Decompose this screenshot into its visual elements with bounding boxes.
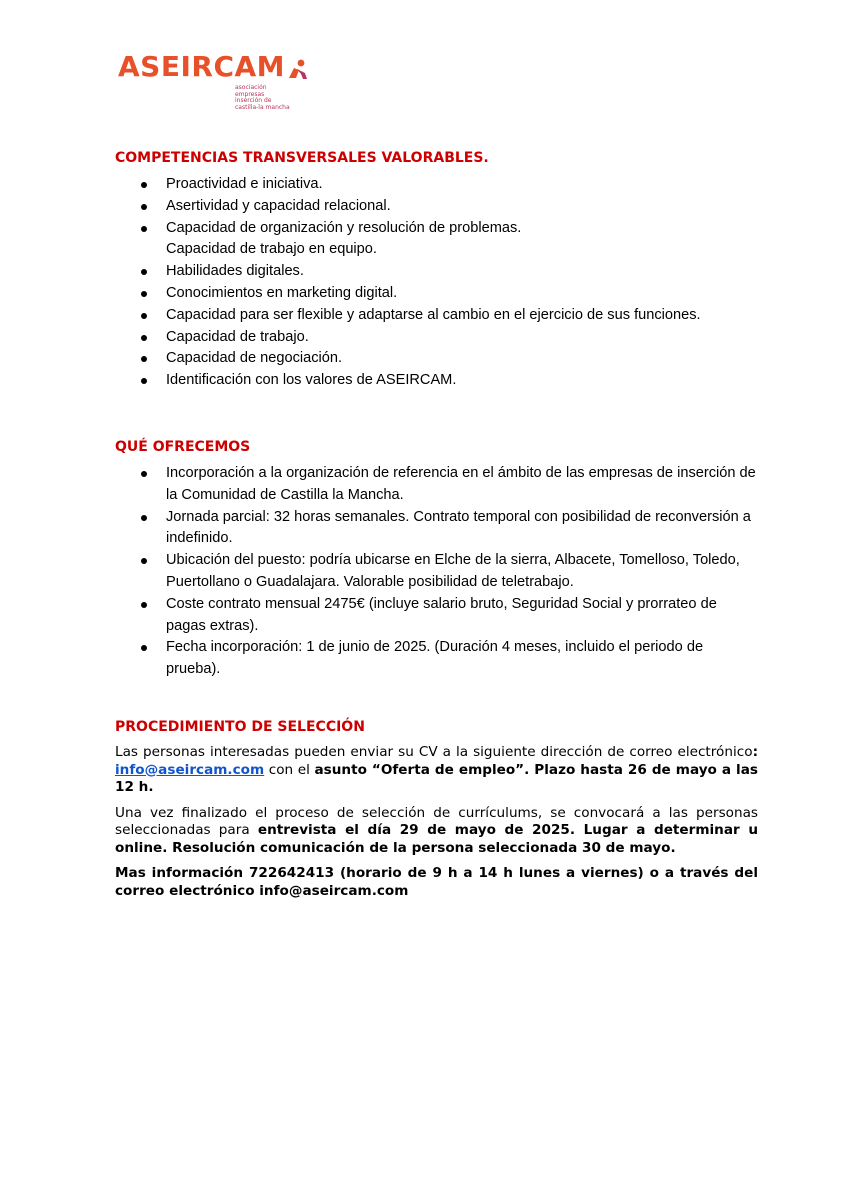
- list-item: Proactividad e iniciativa.: [115, 174, 758, 196]
- procedimiento-paragraph-contact: Mas información 722642413 (horario de 9 h a 14 h lunes a viernes) o a través del correo electrónico info@aseircam.com: [115, 865, 758, 899]
- bullet-icon: [141, 291, 147, 297]
- ofrecemos-title: QUÉ OFRECEMOS: [115, 439, 251, 455]
- ofrecemos-section: [115, 437, 758, 681]
- bullet-icon: [141, 226, 147, 232]
- bullet-icon: [141, 182, 147, 188]
- logo-subtitle: asociación empresas inserción de castilla-la mancha: [235, 84, 290, 111]
- list-item: Identificación con los valores de ASEIRCAM.: [115, 370, 758, 392]
- list-item: Coste contrato mensual 2475€ (incluye salario bruto, Seguridad Social y prorrateo de pagas extras).: [115, 594, 758, 638]
- list-item: Capacidad de trabajo.: [115, 327, 758, 349]
- list-item: Ubicación del puesto: podría ubicarse en Elche de la sierra, Albacete, Tomelloso, Toledo, Puertollano o Guadalajara. Valorable posibilidad de teletrabajo.: [115, 550, 758, 594]
- list-item: Capacidad de organización y resolución de problemas. Capacidad de trabajo en equipo.: [115, 218, 758, 262]
- bullet-icon: [141, 471, 147, 477]
- logo-wordmark: ASEIRCAM: [118, 50, 286, 83]
- logo-person-icon: [286, 58, 308, 80]
- bullet-icon: [141, 602, 147, 608]
- bullet-icon: [141, 335, 147, 341]
- competencias-title: COMPETENCIAS TRANSVERSALES VALORABLES.: [115, 150, 489, 166]
- procedimiento-paragraph-interview: Una vez finalizado el proceso de selección de currículums, se convocará a las personas seleccionadas para entrevista el día 29 de mayo de 2025. Lugar a determinar u online. Resolución comunicación de la persona seleccionada 30 de mayo.: [115, 804, 758, 856]
- procedimiento-paragraph-cv: Las personas interesadas pueden enviar su CV a la siguiente dirección de correo electrónico: info@aseircam.com con el asunto “Oferta de empleo”. Plazo hasta 26 de mayo a las 12 h.: [115, 744, 758, 795]
- bullet-icon: [141, 558, 147, 564]
- bullet-icon: [141, 645, 147, 651]
- competencias-section: [115, 148, 758, 392]
- list-item: Capacidad de negociación.: [115, 348, 758, 370]
- list-item: Asertividad y capacidad relacional.: [115, 196, 758, 218]
- bullet-icon: [141, 313, 147, 319]
- bullet-icon: [141, 269, 147, 275]
- procedimiento-section: [115, 717, 758, 908]
- competencias-list: [115, 174, 758, 392]
- bullet-icon: [141, 515, 147, 521]
- bullet-icon: [141, 378, 147, 384]
- list-item: Jornada parcial: 32 horas semanales. Contrato temporal con posibilidad de reconversión a indefinido.: [115, 507, 758, 551]
- list-item: Fecha incorporación: 1 de junio de 2025. (Duración 4 meses, incluido el periodo de prueba).: [115, 637, 758, 681]
- list-item: Conocimientos en marketing digital.: [115, 283, 758, 305]
- aseircam-logo: [118, 52, 318, 114]
- procedimiento-title: PROCEDIMIENTO DE SELECCIÓN: [115, 719, 365, 735]
- bullet-icon: [141, 204, 147, 210]
- list-item: Habilidades digitales.: [115, 261, 758, 283]
- email-link[interactable]: info@aseircam.com: [115, 761, 265, 778]
- ofrecemos-list: [115, 463, 758, 681]
- bullet-icon: [141, 356, 147, 362]
- list-item: Incorporación a la organización de referencia en el ámbito de las empresas de inserción de la Comunidad de Castilla la Mancha.: [115, 463, 758, 507]
- list-item: Capacidad para ser flexible y adaptarse al cambio en el ejercicio de sus funciones.: [115, 305, 758, 327]
